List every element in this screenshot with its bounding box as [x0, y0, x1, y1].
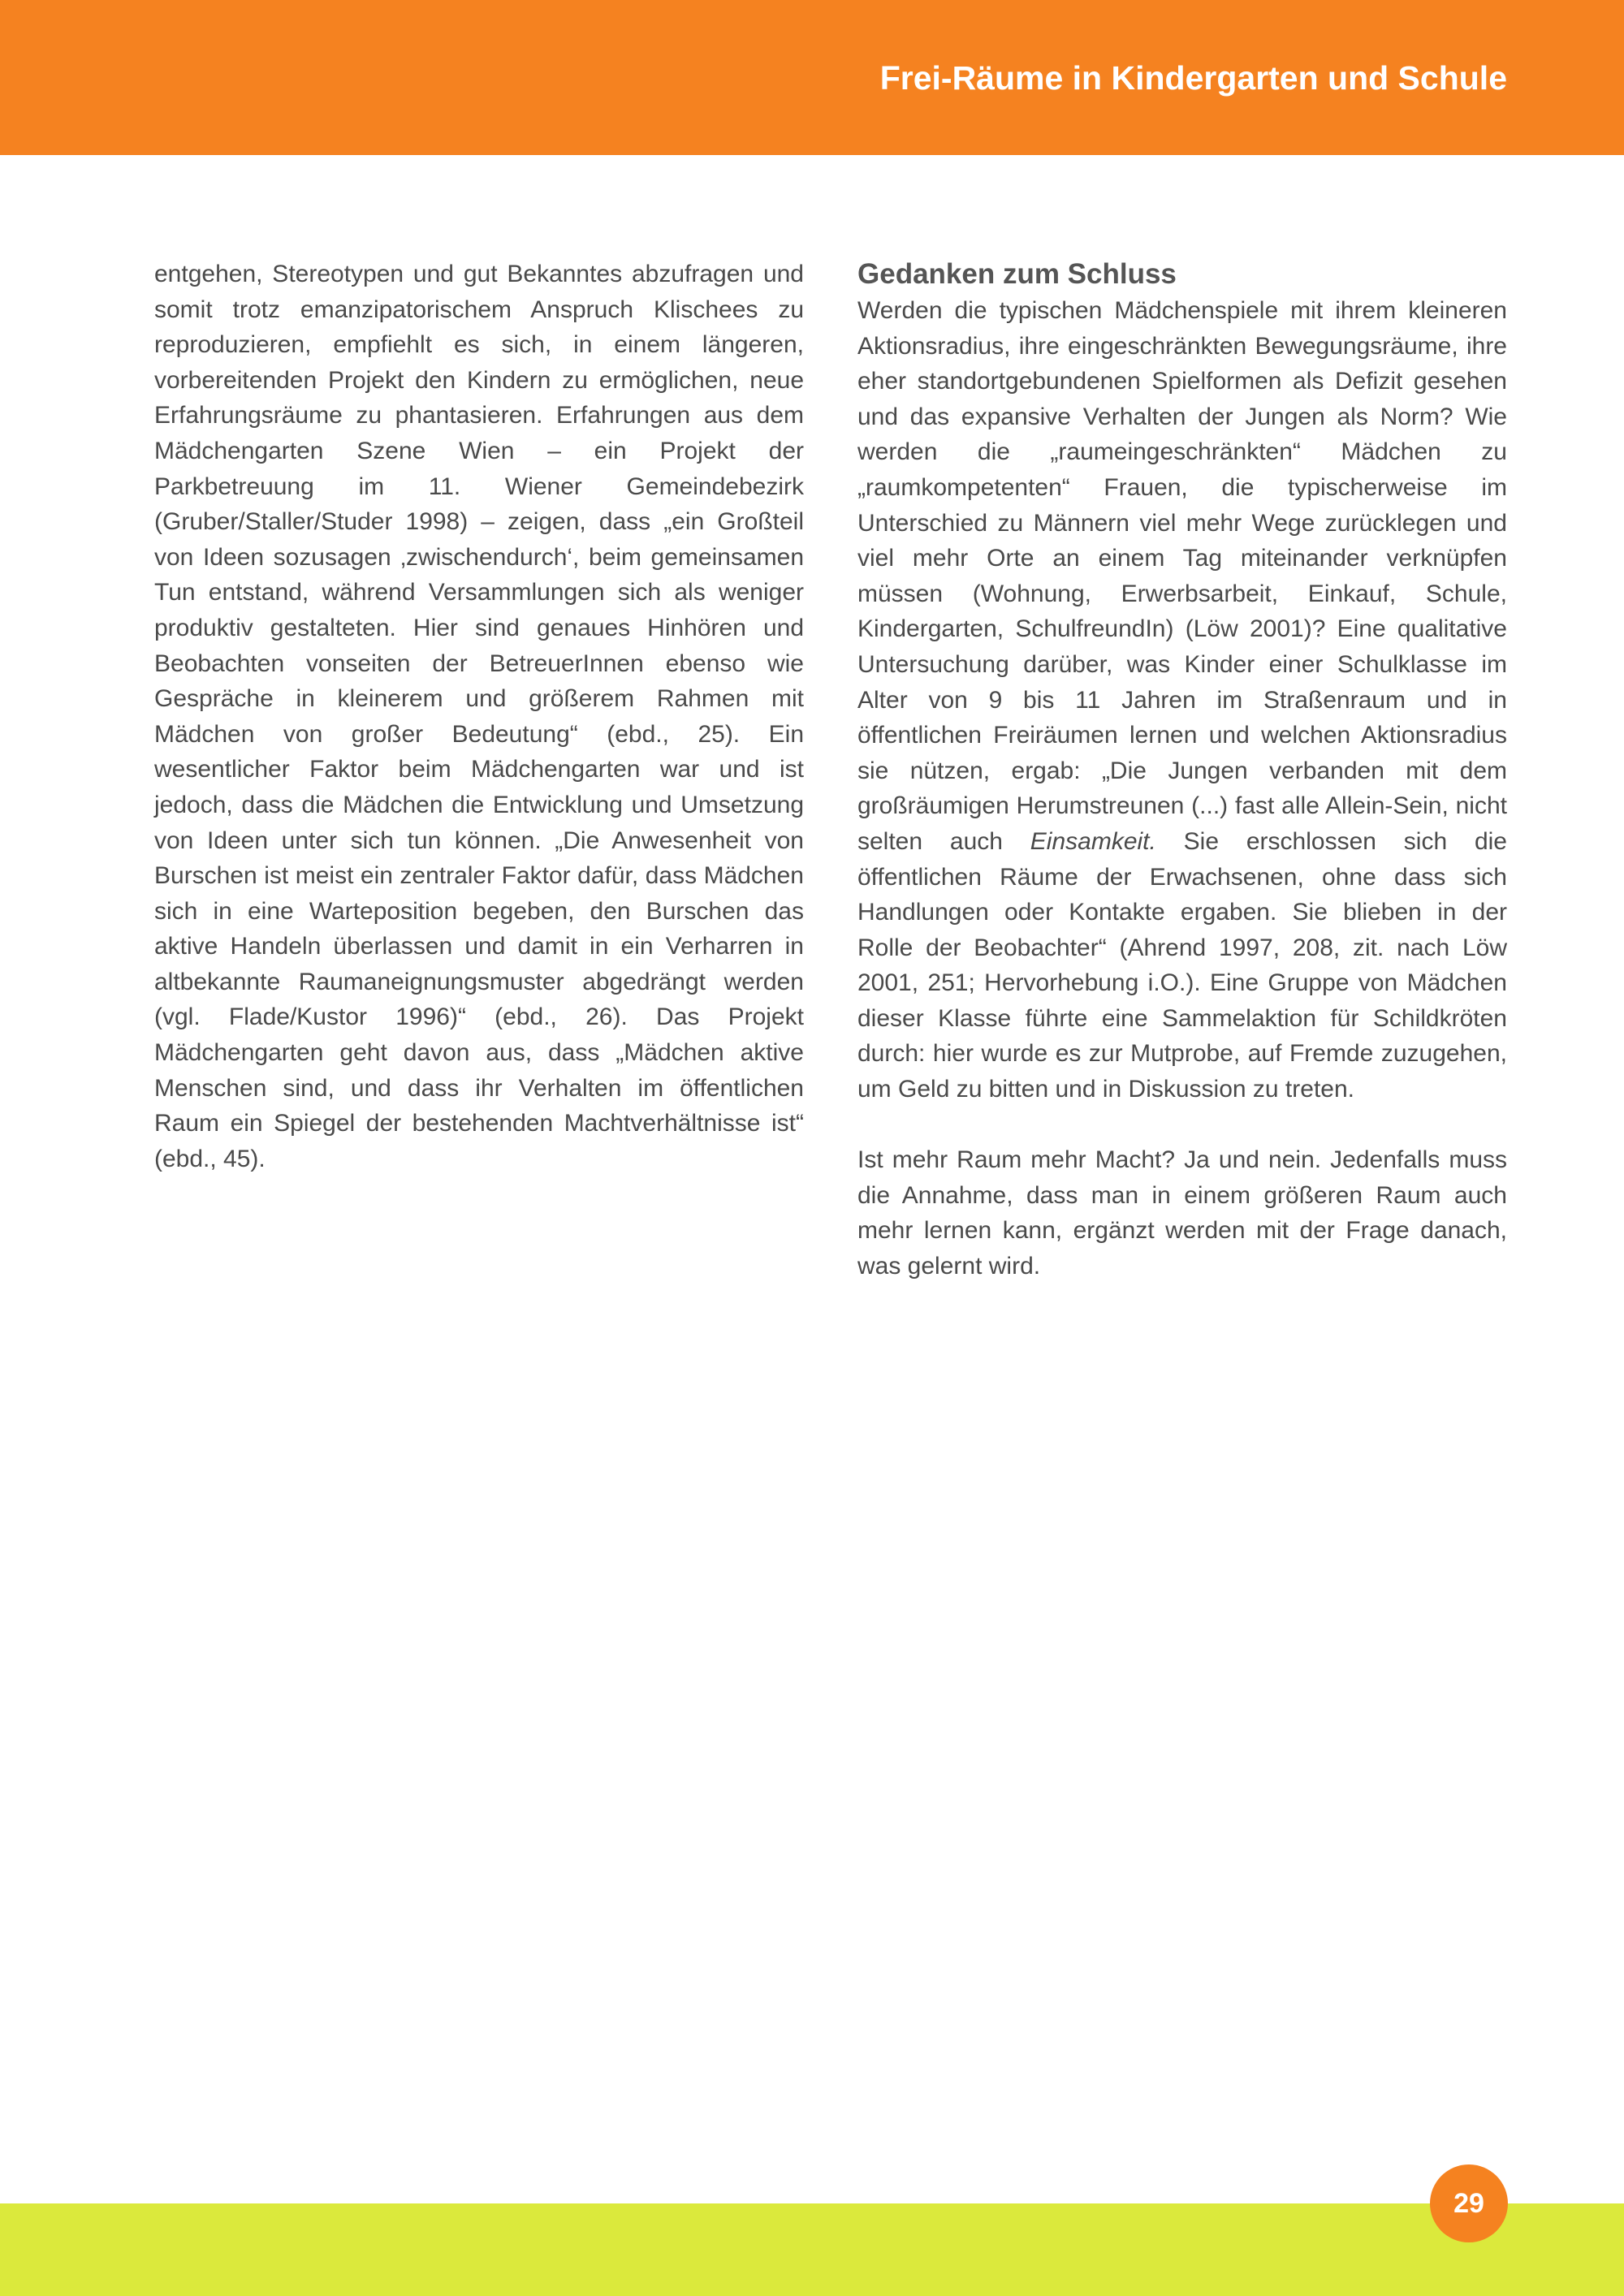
section-heading: Gedanken zum Schluss	[857, 258, 1177, 290]
footer-bar	[0, 2203, 1624, 2296]
right-column	[857, 256, 1507, 1284]
header-bar	[0, 0, 1624, 155]
paragraph-text: Sie erschlossen sich die öffentlichen Räume der Erwachsenen, ohne dass sich Handlungen oder Kontakte ergaben. Sie blieben in der Rolle der Beobachter“ (Ahrend 1997, 208, zit. nach Löw 2001, 251; Hervorhebung i.O.). Eine Gruppe von Mädchen dieser Klasse führte eine Sammelaktion für Schildkröten durch: hier wurde es zur Mutprobe, auf Fremde zuzugehen, um Geld zu bitten und in Diskussion zu treten.	[857, 827, 1507, 1103]
emphasized-text: Einsamkeit.	[1030, 827, 1156, 855]
right-paragraph-1	[857, 293, 1507, 1107]
page-number: 29	[1430, 2164, 1508, 2242]
paragraph-text: Werden die typischen Mädchenspiele mit ihrem kleineren Aktionsradius, ihre eingeschränkten Bewegungsräume, ihre eher standortgebundenen Spielformen als Defizit gesehen und das expansive Verhalten der Jungen als Norm? Wie werden die „raumeingeschränkten“ Mädchen zu „raumkompetenten“ Frauen, die typischerweise im Unterschied zu Männern viel mehr Wege zurücklegen und viel mehr Orte an einem Tag miteinander verknüpfen müssen (Wohnung, Erwerbsarbeit, Einkauf, Schule, Kindergarten, SchulfreundIn) (Löw 2001)? Eine qualitative Untersuchung darüber, was Kinder einer Schulklasse im Alter von 9 bis 11 Jahren im Straßenraum und in öffentlichen Freiräumen lernen und welchen Aktionsradius sie nützen, ergab: „Die Jungen verbanden mit dem großräumigen Herumstreunen (...) fast alle Allein-Sein, nicht selten auch	[857, 297, 1507, 855]
page-title: Frei-Räume in Kindergarten und Schule	[879, 59, 1507, 97]
left-paragraph: entgehen, Stereotypen und gut Bekanntes abzufragen und somit trotz emanzipatorischem Anspruch Klischees zu reproduzieren, empfiehlt es sich, in einem längeren, vorbereitenden Projekt den Kindern zu ermöglichen, neue Erfahrungsräume zu phantasieren. Erfahrungen aus dem Mädchengarten Szene Wien – ein Projekt der Parkbetreuung im 11. Wiener Gemeindebezirk (Gruber/Staller/Studer 1998) – zeigen, dass „ein Großteil von Ideen sozusagen ‚zwischendurch‘, beim gemeinsamen Tun entstand, während Versammlungen sich als weniger produktiv gestalteten. Hier sind genaues Hinhören und Beobachten vonseiten der BetreuerInnen ebenso wie Gespräche in kleinerem und größerem Rahmen mit Mädchen von großer Bedeutung“ (ebd., 25). Ein wesentlicher Faktor beim Mädchengarten war und ist jedoch, dass die Mädchen die Entwicklung und Umsetzung von Ideen unter sich tun können. „Die Anwesenheit von Burschen ist meist ein zentraler Faktor dafür, dass Mädchen sich in eine Warteposition begeben, den Burschen das aktive Handeln überlassen und damit in ein Verharren in altbekannte Raumaneignungsmuster abgedrängt werden (vgl. Flade/Kustor 1996)“ (ebd., 26). Das Projekt Mädchengarten geht davon aus, dass „Mädchen aktive Menschen sind, und dass ihr Verhalten im öffentlichen Raum ein Spiegel der bestehenden Machtverhältnisse ist“ (ebd., 45).	[154, 261, 804, 1172]
right-paragraph-2: Ist mehr Raum mehr Macht? Ja und nein. Jedenfalls muss die Annahme, dass man in einem größeren Raum auch mehr lernen kann, ergänzt werden mit der Frage danach, was gelernt wird.	[857, 1146, 1507, 1280]
paragraph-gap	[857, 1107, 1507, 1143]
left-column	[154, 257, 804, 1176]
